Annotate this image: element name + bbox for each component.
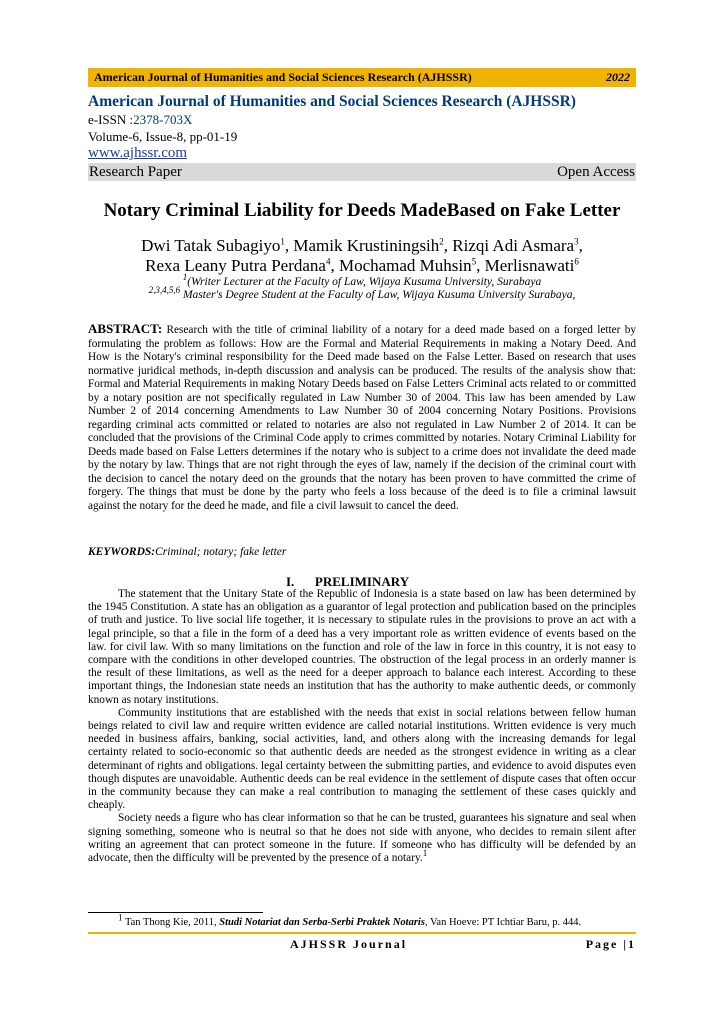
masthead	[88, 93, 636, 181]
affiliation-sup: 1	[182, 272, 188, 283]
issn-value: 2378-703X	[133, 112, 193, 127]
footnote-ref[interactable]: 1	[422, 848, 428, 859]
masthead-issn	[88, 111, 636, 128]
abstract-label: ABSTRACT:	[88, 321, 163, 336]
author-name: Merlisnawati	[484, 256, 575, 275]
author-list	[60, 236, 664, 276]
masthead-volume: Volume-6, Issue-8, pp-01-19	[88, 129, 238, 144]
footnote-book-title: Studi Notariat dan Serba-Serbi Praktek Notaris	[219, 917, 425, 928]
affiliation-2	[60, 285, 664, 302]
paragraph: Community institutions that are established with the needs that exist in social relations between fellow human beings related to civil law and require written evidence are called notarial institutions. Written evidence is very much needed in business affairs, banking, social activities, land, and others along with the increasing demands for legal certainty related to socio-economic so that authentic deeds are needed as the strongest evidence in writing as a clear determinant of rights and obligations. legal certainty between the submitting parties, and evidence to avoid disputes even though disputes are unavoidable. Authentic deeds can be real evidence in the settlement of dispute cases that often occur in the community because they can make a real contribution to managing the settlement of these cases quickly and cheaply.	[88, 706, 636, 812]
author-affil-sup: 4	[325, 256, 331, 267]
issn-label: e-ISSN :	[88, 112, 134, 127]
author-name: Rexa Leany Putra Perdana	[145, 256, 326, 275]
affiliation-text: Master's Degree Student at the Faculty of Law, Wijaya Kusuma University Surabaya,	[182, 289, 576, 301]
author-affil-sup: 1	[280, 236, 285, 247]
paper-title: Notary Criminal Liability for Deeds MadeBased on Fake Letter	[103, 200, 621, 221]
running-header-journal: American Journal of Humanities and Social Sciences Research (AJHSSR)	[94, 70, 472, 84]
footer-divider	[88, 932, 636, 934]
running-header	[88, 68, 636, 87]
author-name: Rizqi Adi Asmara	[452, 236, 575, 255]
access-type: Open Access	[557, 163, 635, 180]
keywords-text: Criminal; notary; fake letter	[155, 546, 287, 558]
affiliation-text: (Writer Lecturer at the Faculty of Law, Wijaya Kusuma University, Surabaya	[187, 276, 542, 288]
footnote-divider	[88, 912, 263, 913]
author-affil-sup: 3	[574, 236, 579, 247]
paragraph: The statement that the Unitary State of the Republic of Indonesia is a state based on law has been determined by the 1945 Constitution. A state has an obligation as a guarantor of legal protection and publication based on the principles of truth and justice. To live social life together, it is necessary to stipulate rules in the provisions to prove an act with a legal principle, so that a file in the form of a deed has a very important role as written evidence of events based on the law. for civil law. With so many limitations on the function and role of the law in force in this country, it is not easy to compare with the conditions in other developed countries. The obstruction of the legal process in an orderly manner is the result of these limitations, as well as the need for a deeper approach to balance each interest. According to these important things, the Indonesian state needs an institution that has the authority to make authentic deeds, or commonly known as notary institutions.	[88, 588, 636, 706]
footnote	[118, 912, 638, 928]
paragraph	[88, 812, 636, 865]
keywords-label: KEYWORDS:	[88, 546, 156, 558]
masthead-journal-title: American Journal of Humanities and Social Sciences Research (AJHSSR)	[88, 93, 576, 110]
author-line-1: Dwi Tatak Subagiyo$^1$, Mamik Krustiningsih$^2$, Rizqi Adi Asmara$^3$,	[141, 236, 583, 255]
footnote-post: , Van Hoeve: PT Ichtiar Baru, p. 444.	[424, 917, 582, 928]
section-title: PRELIMINARY	[314, 574, 410, 589]
author-name: Mochamad Muhsin	[338, 256, 472, 275]
section-number: I.	[286, 574, 295, 589]
keywords	[88, 546, 636, 558]
footer-journal: AJHSSR Journal	[290, 937, 408, 951]
author-name: Dwi Tatak Subagiyo	[141, 236, 281, 255]
page-footer	[88, 937, 636, 952]
paper-type: Research Paper	[89, 163, 182, 180]
paragraph-text: Society needs a figure who has clear information so that he can be trusted, guarantees his signature and seal when signing something, someone who is neutral so that he does not side with anyone, who decides to remain silent after writing an agreement that can protect someone in the future. If someone who has difficulty will be defended by an advocate, then the difficulty will be prevented by the presence of a notary.	[88, 812, 636, 865]
affiliation-sup: 2,3,4,5,6	[148, 285, 181, 296]
author-affil-sup: 6	[574, 256, 579, 267]
journal-website-link[interactable]: www.ajhssr.com	[88, 145, 188, 161]
body-text	[88, 588, 636, 865]
footnote-pre: Tan Thong Kie, 2011,	[124, 917, 220, 928]
author-name: Mamik Krustiningsih	[293, 236, 440, 255]
author-affil-sup: 5	[471, 256, 477, 267]
affiliations	[60, 272, 664, 302]
footer-page-number: Page |1	[585, 937, 636, 951]
author-affil-sup: 2	[439, 236, 444, 247]
author-line-2: Rexa Leany Putra Perdana$^4$, Mochamad Muhsin$^5$, Merlisnawati$^6$	[145, 256, 579, 275]
running-header-year: 2022	[606, 70, 630, 84]
abstract-text: Research with the title of criminal liability of a notary for a deed made based on a forged letter by formulating the problem as follows: How are the Formal and Material Requirements in making a Notary Deed. And How is the Notary's criminal responsibility for the Deed made based on the False Letter. Based on research that uses normative juridical methods, in-depth discussion and analysis can be produced. The results of the analysis show that: Formal and Material Requirements in making Notary Deeds based on False Letters Criminal acts related to or committed by a notary position are not specifically regulated in Law Number 30 of 2004. This law has been amended by Law Number 2 of 2014 concerning Amendments to Law Number 30 of 2004 concerning Notary Positions. Provisions regarding criminal acts committed or related to notaries are also not regulated in Law Number 2 of 2014. It can be concluded that the provisions of the Criminal Code apply to crimes committed by notaries. Notary Criminal Liability for Deeds made based on False Letters determines if the notary who is subject to a crime does not invalidate the deed made by the notary by law. Things that are not right through the eyes of law, namely if the decision of the criminal court with the decision to cancel the notary deed on the grounds that the notary has been proven to have committed the crime of forgery. The things that must be done by the party who feels a loss because of the deed is to file a criminal lawsuit against the notary for the deed he made, and file a civil lawsuit to cancel the deed.	[88, 324, 637, 512]
paper-type-bar	[88, 163, 636, 181]
footnote-marker: 1	[118, 912, 123, 923]
abstract	[88, 322, 636, 513]
